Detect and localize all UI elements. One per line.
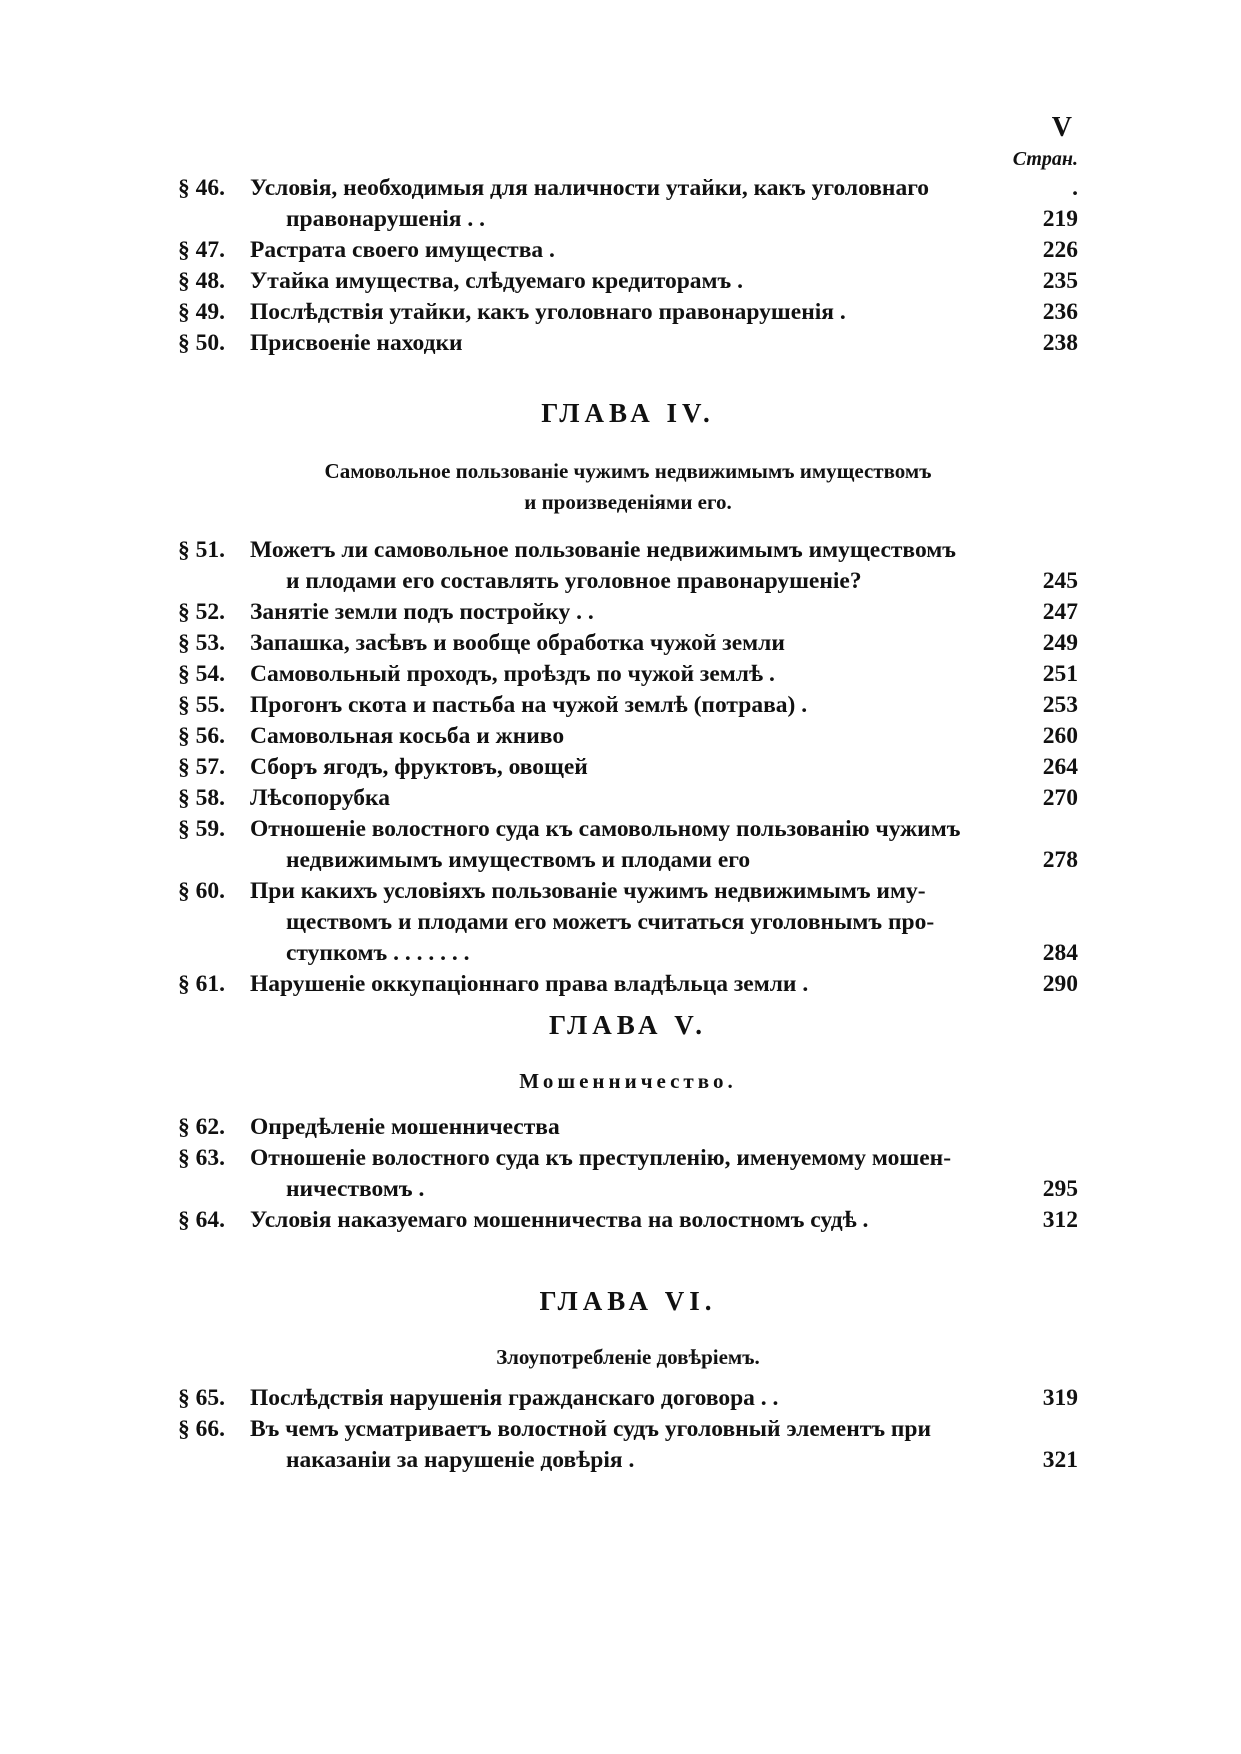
toc-entry [178,266,1078,297]
entry-number: § 59. [178,816,225,842]
toc-entry [178,628,1078,659]
chapter-subtitle: Мошенничество. [519,1069,737,1093]
entry-text-cont: ничествомъ . [286,1176,425,1202]
entry-text: Запашка, засѣвъ и вообще обработка чужой земли [250,630,785,656]
toc-section-ch3-end [178,148,1078,359]
entry-page: 219 [1042,206,1078,232]
entry-number: § 55. [178,692,225,718]
entry-text: Присвоеніе находки [250,330,463,356]
entry-text: Утайка имущества, слѣдуемаго кредиторамъ . [250,268,743,294]
entry-page: 295 [1042,1176,1078,1202]
entry-page: 260 [1042,723,1078,749]
entry-page: 284 [1042,940,1078,966]
entry-number: § 65. [178,1385,225,1411]
entry-text: Занятіе земли подъ постройку . . [250,599,594,625]
entry-number: § 62. [178,1114,225,1140]
entry-number: § 48. [178,268,225,294]
entry-number: § 51. [178,537,225,563]
entry-number: § 52. [178,599,225,625]
toc-section-ch4 [178,535,1078,1000]
toc-entry [178,690,1078,721]
toc-entry [178,535,1078,597]
chapter-subtitle [178,456,1078,518]
chapter-subtitle-line: Самовольное пользованіе чужимъ недвижимымъ имуществомъ [324,459,932,483]
toc-entry [178,969,1078,1000]
entry-number: § 47. [178,237,225,263]
entry-text-cont: наказаніи за нарушеніе довѣрія . [286,1447,635,1473]
entry-text: Нарушеніе оккупаціоннаго права владѣльца земли . [250,971,809,997]
entry-text: При какихъ условіяхъ пользованіе чужимъ недвижимымъ иму- [250,878,926,904]
toc-entry [178,659,1078,690]
entry-text-cont: недвижимымъ имуществомъ и плодами его [286,847,751,873]
toc-entry [178,814,1078,876]
toc-entry [178,1205,1078,1236]
entry-page: 235 [1042,268,1078,294]
entry-number: § 46. [178,175,225,201]
toc-section-ch6 [178,1383,1078,1476]
toc-entry [178,235,1078,266]
entry-text: Прогонъ скота и пастьба на чужой землѣ (потрава) . [250,692,808,718]
entry-text: Лѣсопорубка [250,785,390,811]
toc-entry [178,721,1078,752]
chapter-subtitle: Злоупотребленіе довѣріемъ. [496,1345,760,1369]
entry-number: § 50. [178,330,225,356]
chapter-title: ГЛАВА IV. [541,398,715,428]
entry-number: § 66. [178,1416,225,1442]
entry-text: Самовольная косьба и жниво [250,723,565,749]
entry-text: Въ чемъ усматриваетъ волостной судъ уголовный элементъ при [250,1416,932,1442]
entry-text: Опредѣленіе мошенничества [250,1114,560,1140]
entry-number: § 63. [178,1145,225,1171]
entry-number: § 60. [178,878,225,904]
entry-number: § 64. [178,1207,225,1233]
chapter-subtitle-line: и произведеніями его. [524,490,732,514]
entry-text-cont: и плодами его составлять уголовное правонарушеніе? [286,568,862,594]
entry-number: § 56. [178,723,225,749]
entry-page: 290 [1042,971,1078,997]
entry-page: 236 [1042,299,1078,325]
entry-text: Условія наказуемаго мошенничества на волостномъ судѣ . [250,1207,869,1233]
entry-page: 249 [1042,630,1078,656]
entry-page: 245 [1042,568,1078,594]
toc-entry [178,1112,1078,1143]
entry-page: 319 [1042,1385,1078,1411]
entry-text: Отношеніе волостного суда къ самовольному пользованію чужимъ [250,816,961,842]
column-header: Стран. [1012,148,1078,170]
toc-entry [178,1383,1078,1414]
entry-text-cont: ступкомъ . . . . . . . [286,940,470,966]
entry-text: Послѣдствія утайки, какъ уголовнаго правонарушенія . [250,299,846,325]
entry-text: Можетъ ли самовольное пользованіе недвижимымъ имуществомъ [250,537,956,563]
toc-entry [178,752,1078,783]
toc-entry [178,783,1078,814]
entry-page: 251 [1042,661,1078,687]
entry-page: 253 [1042,692,1078,718]
entry-page: 247 [1042,599,1078,625]
entry-number: § 53. [178,630,225,656]
toc-entry [178,1143,1078,1205]
entry-number: § 61. [178,971,225,997]
entry-text: Отношеніе волостного суда къ преступленію, именуемому мошен- [250,1145,952,1171]
toc-entry [178,1414,1078,1476]
entry-page: 312 [1042,1207,1078,1233]
toc-entry [178,597,1078,628]
chapter-title: ГЛАВА VI. [539,1286,717,1316]
entry-page: 264 [1042,754,1078,780]
entry-text: Самовольный проходъ, проѣздъ по чужой землѣ . [250,661,775,687]
toc-section-ch5 [178,1112,1078,1236]
entry-page: . [1072,175,1078,201]
entry-page: 226 [1042,237,1078,263]
toc-entry [178,173,1078,235]
entry-text: Растрата своего имущества . [250,237,555,263]
entry-page: 238 [1042,330,1078,356]
entry-number: § 54. [178,661,225,687]
entry-page: 278 [1042,847,1078,873]
entry-page: 270 [1042,785,1078,811]
entry-text: Условія, необходимыя для наличности утайки, какъ уголовнаго [250,175,930,201]
entry-number: § 49. [178,299,225,325]
toc-entry [178,876,1078,969]
entry-text: Сборъ ягодъ, фруктовъ, овощей [250,754,588,780]
page-number: V [1051,112,1073,143]
toc-entry [178,297,1078,328]
entry-text-cont: ществомъ и плодами его можетъ считаться уголовнымъ про- [286,909,935,935]
entry-text-cont: правонарушенія . . [286,206,485,232]
chapter-title: ГЛАВА V. [548,1010,708,1040]
entry-number: § 58. [178,785,225,811]
entry-page: 321 [1042,1447,1078,1473]
entry-number: § 57. [178,754,225,780]
toc-entry [178,328,1078,359]
entry-text: Послѣдствія нарушенія гражданскаго договора . . [250,1385,779,1411]
